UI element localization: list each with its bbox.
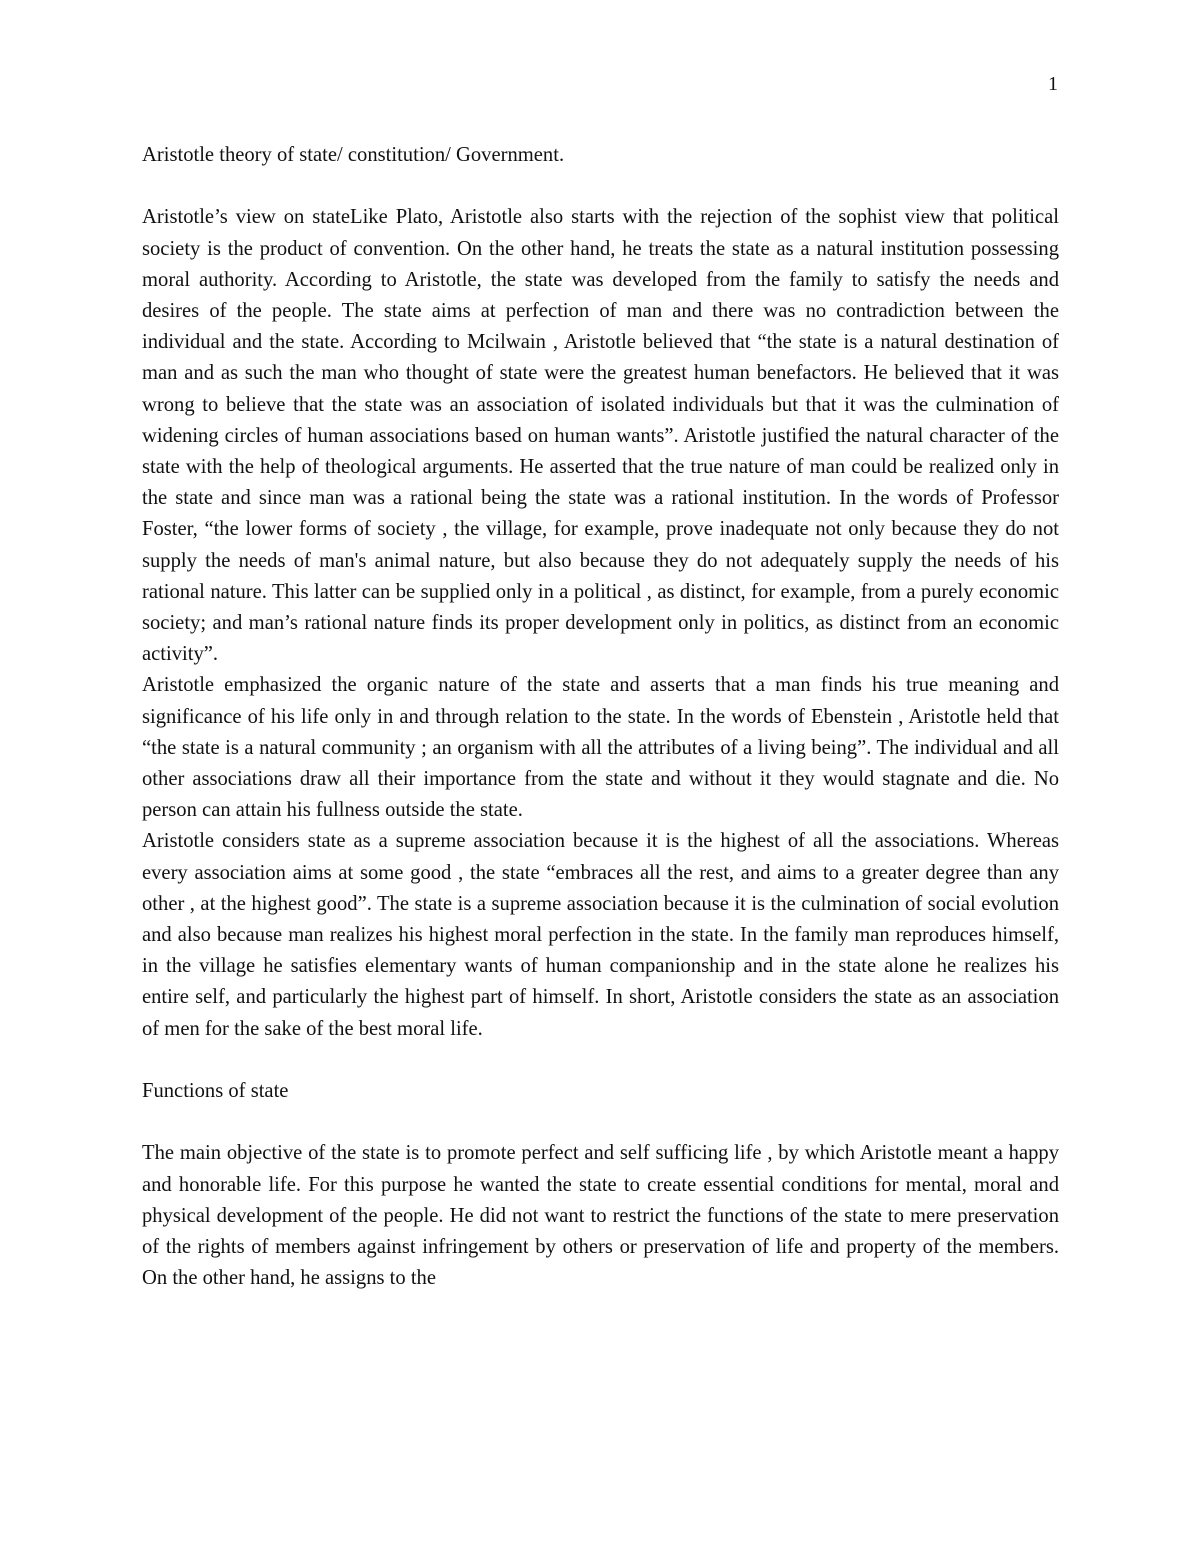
blank-line — [142, 171, 1059, 202]
body-paragraph: Aristotle’s view on stateLike Plato, Aristotle also starts with the rejection of the sophist view that political society is the product of convention. On the other hand, he treats the state as a natural institution possessing moral authority. According to Aristotle, the state was developed from the family to satisfy the needs and desires of the people. The state aims at perfection of man and there was no contradiction between the individual and the state. According to Mcilwain , Aristotle believed that “the state is a natural destination of man and as such the man who thought of state were the greatest human benefactors. He believed that it was wrong to believe that the state was an association of isolated individuals but that it was the culmination of widening circles of human associations based on human wants”. Aristotle justified the natural character of the state with the help of theological arguments. He asserted that the true nature of man could be realized only in the state and since man was a rational being the state was a rational institution. In the words of Professor Foster, “the lower forms of society , the village, for example, prove inadequate not only because they do not supply the needs of man's animal nature, but also because they do not adequately supply the needs of his rational nature. This latter can be supplied only in a political , as distinct, for example, from a purely economic society; and man’s rational nature finds its proper development only in politics, as distinct from an economic activity”. — [142, 206, 1059, 666]
section-heading: Functions of state — [142, 1080, 289, 1103]
page-number: 1 — [1048, 73, 1058, 95]
body-paragraph: Aristotle considers state as a supreme association because it is the highest of all the associations. Whereas every association aims at some good , the state “embraces all the rest, and aims to a greater degree than any other , at the highest good”. The state is a supreme association because it is the culmination of social evolution and also because man realizes his highest moral perfection in the state. In the family man reproduces himself, in the village he satisfies elementary wants of human companionship and in the state alone he realizes his entire self, and particularly the highest part of himself. In short, Aristotle considers the state as an association of men for the sake of the best moral life. — [142, 830, 1059, 1040]
document-body — [142, 140, 1059, 1294]
body-paragraph: Aristotle emphasized the organic nature of the state and asserts that a man finds his true meaning and significance of his life only in and through relation to the state. In the words of Ebenstein , Aristotle held that “the state is a natural community ; an organism with all the attributes of a living being”. The individual and all other associations draw all their importance from the state and without it they would stagnate and die. No person can attain his fullness outside the state. — [142, 674, 1059, 822]
blank-line — [142, 1045, 1059, 1076]
blank-line — [142, 1107, 1059, 1138]
document-title: Aristotle theory of state/ constitution/ Government. — [142, 144, 565, 166]
section-paragraph: The main objective of the state is to promote perfect and self sufficing life , by which Aristotle meant a happy and honorable life. For this purpose he wanted the state to create essential conditions for mental, moral and physical development of the people. He did not want to restrict the functions of the state to mere preservation of the rights of members against infringement by others or preservation of life and property of the members. On the other hand, he assigns to the — [142, 1142, 1059, 1290]
